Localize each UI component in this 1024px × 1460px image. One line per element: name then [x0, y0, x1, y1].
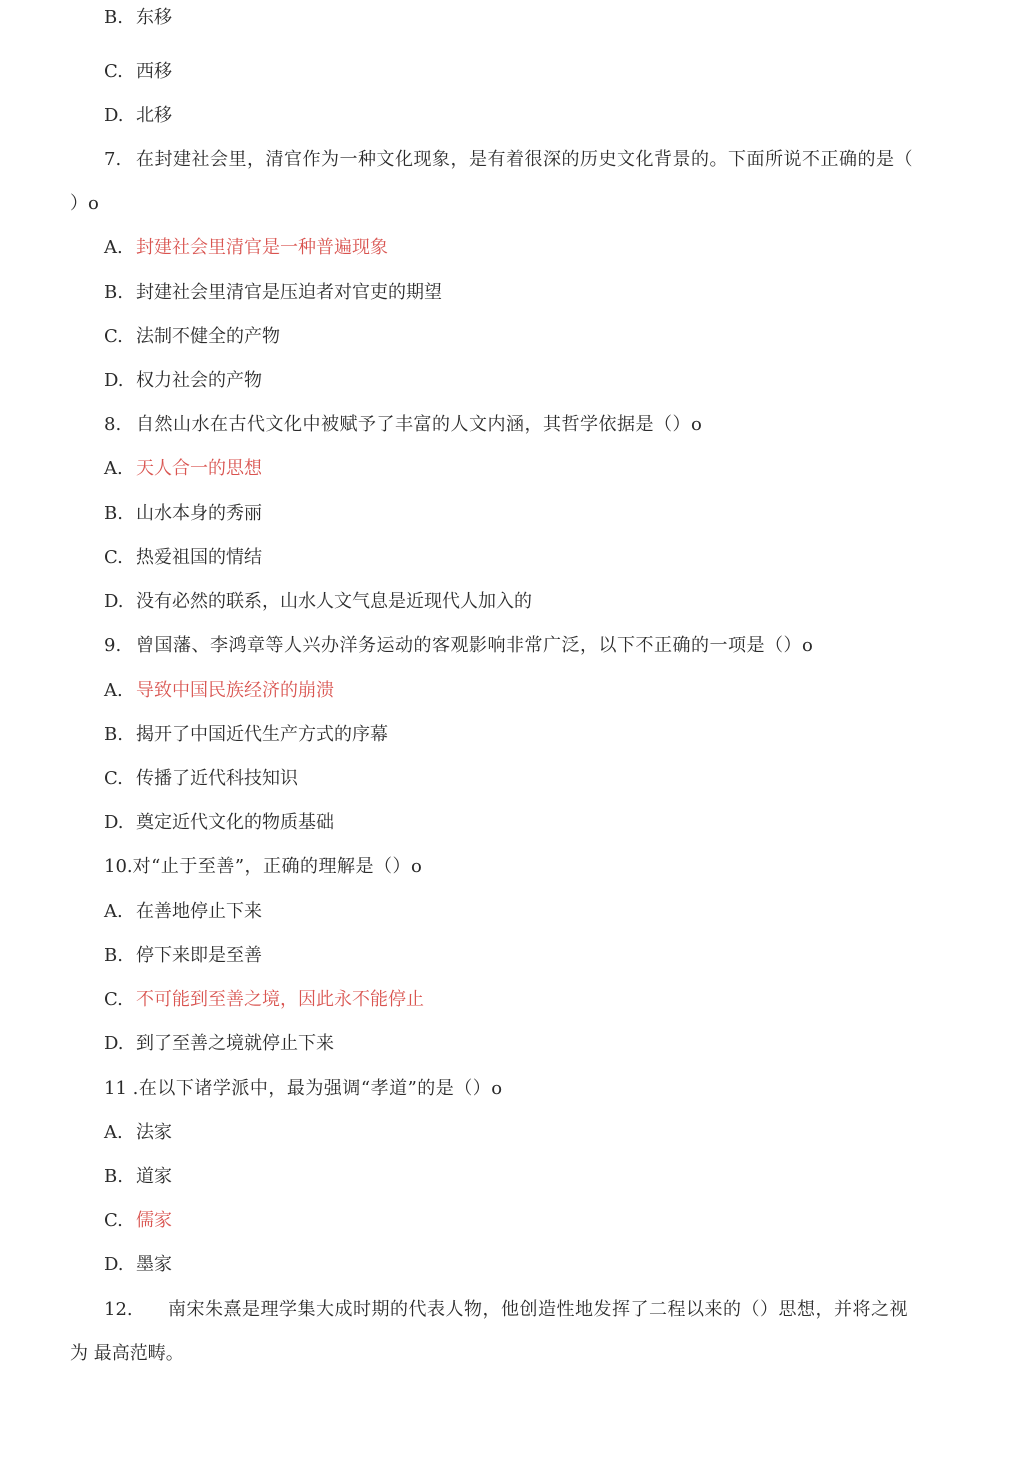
option-label: B.: [104, 282, 123, 303]
option-text: 道家: [136, 1166, 172, 1187]
question-12: [104, 1299, 908, 1321]
option-label: A.: [104, 237, 123, 258]
option-a: [104, 458, 262, 480]
option-label: C.: [104, 326, 123, 347]
question-text: 对“止于至善”，正确的理解是（）o: [132, 856, 423, 877]
option-text: 热爱祖国的情结: [136, 547, 262, 568]
option-text: 揭开了中国近代生产方式的序幕: [136, 724, 388, 745]
question-text: 在封建社会里，清官作为一种文化现象，是有着很深的历史文化背景的。下面所说不正确的是（: [136, 149, 913, 170]
question-text: .在以下诸学派中，最为强调“孝道”的是（）o: [132, 1078, 503, 1099]
option-text: 权力社会的产物: [136, 370, 262, 391]
option-text: 到了至善之境就停止下来: [136, 1033, 334, 1054]
option-b: [104, 282, 442, 304]
option-text: 墨家: [136, 1254, 172, 1275]
option-label: D.: [104, 1033, 124, 1054]
option-label: A.: [104, 458, 123, 479]
question-number: 10.: [104, 856, 133, 877]
option-label: B.: [104, 945, 123, 966]
option-d: [104, 370, 262, 392]
question-number: 9.: [104, 635, 122, 656]
option-b: [104, 724, 388, 746]
option-c: [104, 1210, 172, 1232]
option-d: [104, 1254, 172, 1276]
option-d: [104, 105, 172, 127]
question-7-continuation: ）o: [70, 193, 99, 214]
option-text: 停下来即是至善: [136, 945, 262, 966]
question-7: [104, 149, 913, 171]
option-label: B.: [104, 503, 123, 524]
option-label: D.: [104, 591, 124, 612]
option-a: [104, 901, 262, 923]
option-label: B.: [104, 724, 123, 745]
option-text: 西移: [136, 61, 172, 82]
option-label: C.: [104, 547, 123, 568]
question-number: 11: [104, 1078, 127, 1099]
question-number: 7.: [104, 149, 122, 170]
option-text-correct: 封建社会里清官是一种普遍现象: [136, 237, 388, 258]
option-a: [104, 680, 334, 702]
option-text: 奠定近代文化的物质基础: [136, 812, 334, 833]
option-text: 法制不健全的产物: [136, 326, 280, 347]
option-label: D.: [104, 105, 124, 126]
option-c: [104, 768, 298, 790]
option-c: [104, 989, 424, 1011]
question-9: [104, 635, 813, 657]
option-label: D.: [104, 1254, 124, 1275]
option-b: [104, 503, 262, 525]
option-c: [104, 61, 172, 83]
option-text: 山水本身的秀丽: [136, 503, 262, 524]
option-text-correct: 导致中国民族经济的崩溃: [136, 680, 334, 701]
question-number: 8.: [104, 414, 122, 435]
option-c: [104, 547, 262, 569]
option-label: B.: [104, 1166, 123, 1187]
option-label: C.: [104, 768, 123, 789]
question-10: [104, 856, 422, 878]
option-text: 法家: [136, 1122, 172, 1143]
option-label: C.: [104, 1210, 123, 1231]
option-text: 在善地停止下来: [136, 901, 262, 922]
question-text: 曾国藩、李鸿章等人兴办洋务运动的客观影响非常广泛，以下不正确的一项是（）o: [136, 635, 814, 656]
option-label: A.: [104, 901, 123, 922]
option-text-correct: 天人合一的思想: [136, 458, 262, 479]
option-label: B.: [104, 7, 123, 28]
option-text-correct: 不可能到至善之境，因此永不能停止: [136, 989, 424, 1010]
option-label: D.: [104, 812, 124, 833]
option-b: [104, 945, 262, 967]
option-label: C.: [104, 989, 123, 1010]
question-12-continuation: 为 最高范畴。: [70, 1343, 184, 1364]
option-d: [104, 1033, 334, 1055]
option-d: [104, 591, 532, 613]
option-text: 传播了近代科技知识: [136, 768, 298, 789]
option-label: A.: [104, 1122, 123, 1143]
question-number: 12.: [104, 1299, 133, 1320]
option-label: A.: [104, 680, 123, 701]
question-8: [104, 414, 702, 436]
option-label: C.: [104, 61, 123, 82]
question-text: 南宋朱熹是理学集大成时期的代表人物，他创造性地发挥了二程以来的（）思想，并将之视: [168, 1299, 908, 1320]
option-a: [104, 237, 388, 259]
option-a: [104, 1122, 172, 1144]
option-c: [104, 326, 280, 348]
question-11: [104, 1078, 503, 1100]
option-label: D.: [104, 370, 124, 391]
option-text: 东移: [136, 7, 172, 28]
option-text: 北移: [136, 105, 172, 126]
option-text-correct: 儒家: [136, 1210, 172, 1231]
option-d: [104, 812, 334, 834]
option-b: [104, 7, 172, 29]
question-text: 自然山水在古代文化中被赋予了丰富的人文内涵，其哲学依据是（）o: [136, 414, 703, 435]
option-text: 封建社会里清官是压迫者对官吏的期望: [136, 282, 442, 303]
option-text: 没有必然的联系，山水人文气息是近现代人加入的: [136, 591, 532, 612]
option-b: [104, 1166, 172, 1188]
